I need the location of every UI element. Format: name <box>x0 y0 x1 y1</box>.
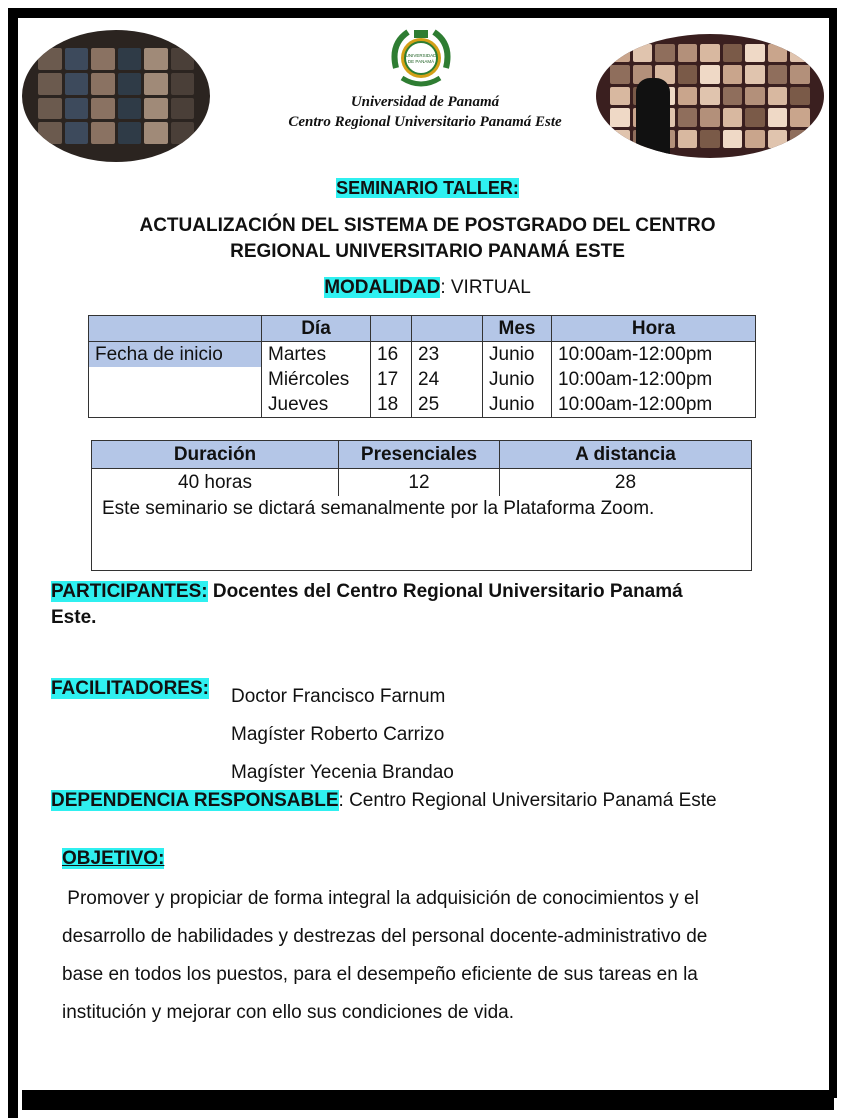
svg-text:UNIVERSIDAD: UNIVERSIDAD <box>405 53 437 58</box>
start-date-label: Fecha de inicio <box>89 342 262 368</box>
table-row <box>92 469 752 497</box>
participant-video-tile <box>723 44 743 62</box>
day-cell: Miércoles <box>262 367 371 392</box>
seminar-title-line1: ACTUALIZACIÓN DEL SISTEMA DE POSTGRADO DEL CENTRO <box>139 215 716 236</box>
schedule-header-cell: Hora <box>552 316 756 342</box>
participant-video-tile <box>633 44 653 62</box>
duration-header-cell: Duración <box>92 441 339 469</box>
participant-video-tile <box>700 108 720 126</box>
frame-right-border <box>829 8 837 1098</box>
participant-video-tile <box>678 130 698 148</box>
participant-video-tile <box>118 48 142 70</box>
participant-video-tile <box>38 98 62 120</box>
participant-video-tile <box>790 130 810 148</box>
participant-video-tile <box>790 108 810 126</box>
participant-video-tile <box>610 65 630 83</box>
duration-header-row <box>92 441 752 469</box>
participant-video-tile <box>144 122 168 144</box>
facilitators-label: FACILITADORES: <box>51 678 209 699</box>
participant-video-tile <box>700 65 720 83</box>
empty-cell <box>89 392 262 418</box>
schedule-header-cell <box>89 316 262 342</box>
schedule-header-cell <box>371 316 412 342</box>
seminar-title-line2: REGIONAL UNIVERSITARIO PANAMÁ ESTE <box>230 241 625 262</box>
participant-video-tile <box>745 44 765 62</box>
participant-video-tile <box>768 44 788 62</box>
month-cell: Junio <box>483 342 552 368</box>
facilitator-name: Magíster Yecenia Brandao <box>231 762 454 783</box>
participant-video-tile <box>171 122 195 144</box>
seminar-label: SEMINARIO TALLER: <box>336 178 519 198</box>
participants-line1: Docentes del Centro Regional Universitario Panamá <box>207 581 683 602</box>
objective-label-row <box>62 848 164 870</box>
participant-video-tile <box>723 87 743 105</box>
schedule-header-row <box>89 316 756 342</box>
dependency-label: DEPENDENCIA RESPONSABLE <box>51 790 339 811</box>
modality-label: MODALIDAD <box>324 277 441 298</box>
seminar-title <box>60 213 795 265</box>
participant-video-tile <box>700 44 720 62</box>
table-row <box>89 342 756 368</box>
day-cell: Martes <box>262 342 371 368</box>
center-name: Centro Regional Universitario Panamá Este <box>288 114 562 130</box>
participant-video-tile <box>768 65 788 83</box>
participant-video-tile <box>144 73 168 95</box>
schedule-header-cell: Mes <box>483 316 552 342</box>
participant-video-tile <box>144 48 168 70</box>
participant-video-tile <box>700 130 720 148</box>
schedule-header-cell: Día <box>262 316 371 342</box>
participant-video-tile <box>745 130 765 148</box>
empty-cell <box>89 367 262 392</box>
day-cell: Jueves <box>262 392 371 418</box>
facilitators-label-row <box>51 678 209 700</box>
institution-header <box>250 92 600 132</box>
table-row <box>89 367 756 392</box>
distancia-header-cell: A distancia <box>500 441 752 469</box>
participant-video-tile <box>38 122 62 144</box>
participant-video-tile <box>678 65 698 83</box>
objective-line: desarrollo de habilidades y destrezas del personal docente-administrativo de <box>62 926 708 947</box>
facilitators-list <box>231 678 454 792</box>
date-cell: 25 <box>412 392 483 418</box>
duration-table <box>91 440 752 571</box>
participant-video-tile <box>144 98 168 120</box>
participant-video-tile <box>65 73 89 95</box>
participant-video-tile <box>745 65 765 83</box>
participant-video-tile <box>678 44 698 62</box>
participants-section <box>51 579 771 631</box>
zoom-meeting-photo-right <box>596 34 824 158</box>
facilitator-name: Doctor Francisco Farnum <box>231 686 446 707</box>
objective-line: base en todos los puestos, para el desempeño eficiente de sus tareas en la <box>62 964 698 985</box>
presenciales-value: 12 <box>339 469 500 497</box>
participant-video-tile <box>91 48 115 70</box>
schedule-header-cell <box>412 316 483 342</box>
month-cell: Junio <box>483 392 552 418</box>
university-seal-icon <box>388 24 454 90</box>
table-row <box>89 392 756 418</box>
facilitator-name: Magíster Roberto Carrizo <box>231 724 445 745</box>
month-cell: Junio <box>483 367 552 392</box>
participant-video-tile <box>118 73 142 95</box>
time-cell: 10:00am-12:00pm <box>552 342 756 368</box>
participant-video-tile <box>700 87 720 105</box>
schedule-table <box>88 315 756 418</box>
time-cell: 10:00am-12:00pm <box>552 392 756 418</box>
distancia-value: 28 <box>500 469 752 497</box>
participant-video-tile <box>768 130 788 148</box>
frame-top-border <box>8 8 837 18</box>
participant-video-tile <box>118 122 142 144</box>
zoom-meeting-photo-left <box>22 30 210 162</box>
date-cell: 18 <box>371 392 412 418</box>
presenciales-header-cell: Presenciales <box>339 441 500 469</box>
dependency-row <box>51 790 717 812</box>
university-name: Universidad de Panamá <box>350 94 500 110</box>
date-cell: 17 <box>371 367 412 392</box>
dependency-value: : Centro Regional Universitario Panamá Este <box>338 790 717 811</box>
frame-bottom-border <box>22 1090 834 1110</box>
participant-video-tile <box>723 108 743 126</box>
participant-video-tile <box>745 108 765 126</box>
modality-value: : VIRTUAL <box>440 277 531 298</box>
participant-video-tile <box>118 98 142 120</box>
participant-video-tile <box>678 108 698 126</box>
participant-video-tile <box>38 73 62 95</box>
participant-video-tile <box>171 73 195 95</box>
seminar-label-row <box>60 178 795 199</box>
participant-video-tile <box>678 87 698 105</box>
frame-left-border <box>8 8 18 1118</box>
participants-line2: Este. <box>51 607 97 628</box>
modality-row <box>60 277 795 299</box>
participant-video-tile <box>65 98 89 120</box>
table-row <box>92 496 752 571</box>
date-cell: 16 <box>371 342 412 368</box>
svg-text:DE PANAMÁ: DE PANAMÁ <box>407 59 435 64</box>
time-cell: 10:00am-12:00pm <box>552 367 756 392</box>
participant-video-tile <box>745 87 765 105</box>
platform-note: Este seminario se dictará semanalmente por la Plataforma Zoom. <box>92 496 752 571</box>
participant-video-tile <box>91 73 115 95</box>
participant-video-tile <box>610 44 630 62</box>
participant-video-tile <box>790 65 810 83</box>
participant-video-tile <box>723 65 743 83</box>
objective-line: institución y mejorar con ello sus condiciones de vida. <box>62 1002 515 1023</box>
participant-video-tile <box>790 87 810 105</box>
participant-video-tile <box>171 98 195 120</box>
participant-video-tile <box>768 87 788 105</box>
participant-video-tile <box>610 87 630 105</box>
participant-video-tile <box>790 44 810 62</box>
date-cell: 24 <box>412 367 483 392</box>
objective-line: Promover y propiciar de forma integral la adquisición de conocimientos y el <box>62 888 699 909</box>
participant-video-tile <box>171 48 195 70</box>
presenter-silhouette <box>636 78 670 158</box>
duration-value: 40 horas <box>92 469 339 497</box>
participant-video-tile <box>768 108 788 126</box>
participants-label: PARTICIPANTES: <box>51 581 208 602</box>
participant-video-tile <box>610 108 630 126</box>
date-cell: 23 <box>412 342 483 368</box>
participant-video-tile <box>91 122 115 144</box>
participant-video-tile <box>38 48 62 70</box>
participant-video-tile <box>65 122 89 144</box>
participant-video-tile <box>91 98 115 120</box>
participant-video-tile <box>65 48 89 70</box>
objective-label: OBJETIVO: <box>62 848 165 869</box>
objective-text <box>62 880 802 1032</box>
participant-video-tile <box>655 44 675 62</box>
participant-video-tile <box>610 130 630 148</box>
participant-video-tile <box>723 130 743 148</box>
